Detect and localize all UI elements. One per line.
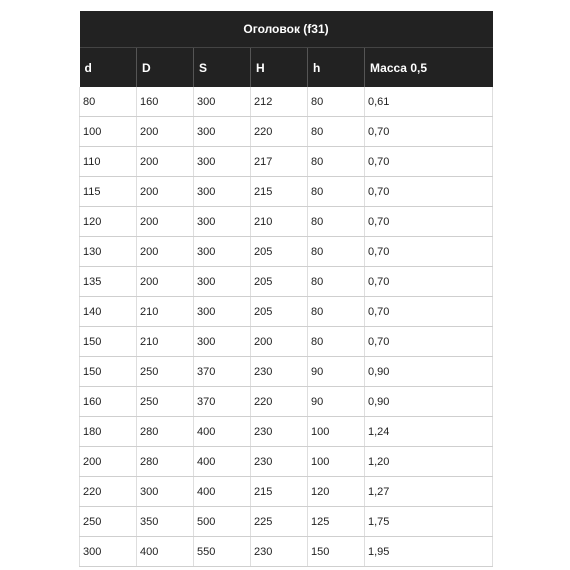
table-row [80,327,493,357]
cell-H: 220 [251,117,308,147]
cell-d: 100 [80,117,137,147]
cell-H: 217 [251,147,308,177]
table-body [80,87,493,567]
cell-D: 160 [137,87,194,117]
cell-h: 125 [308,507,365,537]
table-row [80,357,493,387]
table-row [80,387,493,417]
cell-h: 80 [308,327,365,357]
cell-h: 80 [308,177,365,207]
cell-D: 280 [137,447,194,477]
cell-d: 160 [80,387,137,417]
cell-S: 300 [194,267,251,297]
table-row [80,147,493,177]
cell-S: 300 [194,327,251,357]
cell-D: 200 [137,207,194,237]
cell-mass: 0,61 [365,87,493,117]
specs-table [79,11,493,567]
cell-mass: 1,24 [365,417,493,447]
cell-d: 110 [80,147,137,177]
cell-h: 80 [308,237,365,267]
cell-d: 220 [80,477,137,507]
cell-H: 230 [251,537,308,567]
table-row [80,417,493,447]
cell-H: 230 [251,447,308,477]
table-row [80,447,493,477]
cell-mass: 0,70 [365,327,493,357]
cell-D: 350 [137,507,194,537]
table-row [80,297,493,327]
cell-d: 300 [80,537,137,567]
cell-D: 300 [137,477,194,507]
cell-D: 250 [137,387,194,417]
cell-d: 140 [80,297,137,327]
cell-S: 300 [194,177,251,207]
cell-D: 200 [137,237,194,267]
cell-h: 80 [308,87,365,117]
table-row [80,207,493,237]
cell-mass: 1,95 [365,537,493,567]
cell-d: 150 [80,357,137,387]
cell-d: 200 [80,447,137,477]
cell-S: 370 [194,387,251,417]
column-header-d: d [80,48,137,88]
cell-D: 250 [137,357,194,387]
cell-H: 215 [251,477,308,507]
cell-H: 230 [251,357,308,387]
cell-h: 100 [308,447,365,477]
cell-mass: 1,20 [365,447,493,477]
column-header-row [80,48,493,88]
cell-d: 135 [80,267,137,297]
cell-S: 300 [194,87,251,117]
column-header-mass: Масса 0,5 [365,48,493,88]
cell-mass: 0,70 [365,177,493,207]
cell-D: 200 [137,177,194,207]
column-header-H: H [251,48,308,88]
cell-D: 200 [137,267,194,297]
cell-mass: 1,27 [365,477,493,507]
table-row [80,537,493,567]
cell-H: 205 [251,267,308,297]
cell-H: 205 [251,237,308,267]
cell-h: 80 [308,297,365,327]
cell-H: 220 [251,387,308,417]
cell-d: 130 [80,237,137,267]
cell-S: 400 [194,417,251,447]
column-header-D: D [137,48,194,88]
cell-mass: 0,70 [365,117,493,147]
cell-d: 150 [80,327,137,357]
cell-d: 120 [80,207,137,237]
cell-S: 300 [194,237,251,267]
cell-S: 550 [194,537,251,567]
table-row [80,117,493,147]
cell-S: 300 [194,117,251,147]
cell-S: 370 [194,357,251,387]
cell-d: 80 [80,87,137,117]
table-title-row [80,11,493,48]
cell-d: 180 [80,417,137,447]
cell-H: 230 [251,417,308,447]
cell-mass: 0,90 [365,357,493,387]
table-row [80,267,493,297]
cell-D: 400 [137,537,194,567]
cell-mass: 0,70 [365,267,493,297]
table-row [80,177,493,207]
cell-H: 205 [251,297,308,327]
column-header-S: S [194,48,251,88]
cell-d: 250 [80,507,137,537]
cell-D: 200 [137,147,194,177]
cell-d: 115 [80,177,137,207]
cell-D: 280 [137,417,194,447]
table-row [80,87,493,117]
cell-S: 300 [194,207,251,237]
cell-mass: 1,75 [365,507,493,537]
cell-S: 500 [194,507,251,537]
table-row [80,477,493,507]
cell-D: 210 [137,327,194,357]
cell-h: 100 [308,417,365,447]
cell-mass: 0,70 [365,207,493,237]
cell-H: 210 [251,207,308,237]
table-row [80,507,493,537]
cell-D: 210 [137,297,194,327]
cell-h: 120 [308,477,365,507]
cell-H: 212 [251,87,308,117]
cell-D: 200 [137,117,194,147]
cell-H: 225 [251,507,308,537]
cell-H: 215 [251,177,308,207]
cell-S: 400 [194,447,251,477]
cell-h: 90 [308,357,365,387]
cell-h: 150 [308,537,365,567]
cell-h: 90 [308,387,365,417]
specs-table-container [79,11,492,567]
cell-h: 80 [308,267,365,297]
cell-h: 80 [308,117,365,147]
table-title: Оголовок (f31) [80,11,493,48]
cell-mass: 0,70 [365,297,493,327]
column-header-h: h [308,48,365,88]
cell-mass: 0,70 [365,237,493,267]
table-row [80,237,493,267]
cell-H: 200 [251,327,308,357]
cell-mass: 0,90 [365,387,493,417]
table-header [80,11,493,87]
cell-h: 80 [308,147,365,177]
cell-h: 80 [308,207,365,237]
cell-mass: 0,70 [365,147,493,177]
cell-S: 400 [194,477,251,507]
cell-S: 300 [194,297,251,327]
cell-S: 300 [194,147,251,177]
